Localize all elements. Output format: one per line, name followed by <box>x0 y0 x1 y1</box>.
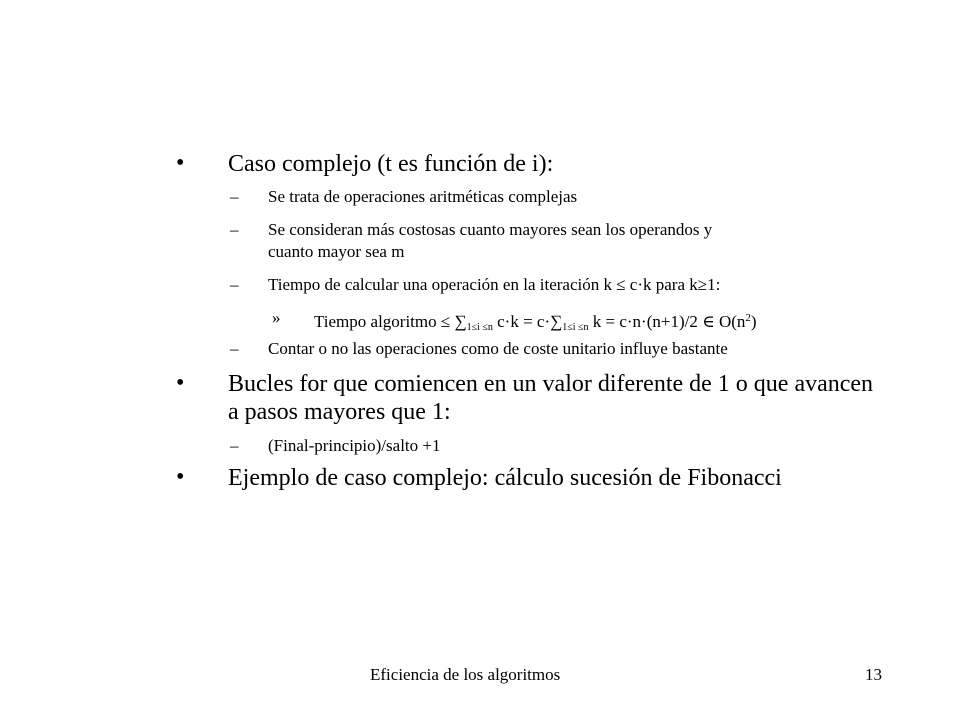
footer-title: Eficiencia de los algoritmos <box>370 665 561 684</box>
formula-prefix: Tiempo algoritmo ≤ <box>314 312 455 331</box>
formula-superscript: 2 <box>745 312 751 324</box>
bullet-text-caso-complejo: Caso complejo (t es función de i): <box>228 151 554 177</box>
subitem-costosas-line2: cuanto mayor sea m <box>268 242 405 261</box>
sigma-symbol: ∑ <box>454 312 467 331</box>
bullet-marker: • <box>176 150 185 176</box>
subitem-operaciones: Se trata de operaciones aritméticas complejas <box>268 187 578 206</box>
bullet-text-fibonacci: Ejemplo de caso complejo: cálculo sucesión de Fibonacci <box>228 465 782 491</box>
dash-marker: – <box>230 339 239 358</box>
subitem-contar-operaciones: Contar o no las operaciones como de coste unitario influye bastante <box>268 339 728 358</box>
sum-subscript: 1≤i ≤n <box>562 322 589 333</box>
subitem-costosas-line1: Se consideran más costosas cuanto mayores sean los operandos y <box>268 220 713 239</box>
formula-tiempo-algoritmo <box>314 307 757 339</box>
subitem-final-principio: (Final-principio)/salto +1 <box>268 436 441 455</box>
dash-marker: – <box>230 275 239 294</box>
bullet-marker: • <box>176 370 185 396</box>
dash-marker: – <box>230 436 239 455</box>
subitem-tiempo-operacion: Tiempo de calcular una operación en la iteración k ≤ c·k para k≥1: <box>268 275 721 294</box>
bullet-text-bucles-line2: a pasos mayores que 1: <box>228 399 451 425</box>
bullet-marker: • <box>176 464 185 490</box>
formula-mid1: c·k = c· <box>492 312 551 331</box>
sub-marker: » <box>272 308 281 327</box>
dash-marker: – <box>230 187 239 206</box>
page-number: 13 <box>865 665 882 684</box>
formula-end: ) <box>750 312 757 331</box>
formula-mid2: k = c·n·(n+1)/2 ∈ O(n <box>588 312 746 331</box>
sigma-symbol: ∑ <box>550 312 563 331</box>
sum-subscript: 1≤i ≤n <box>466 322 493 333</box>
bullet-text-bucles-line1: Bucles for que comiencen en un valor diferente de 1 o que avancen <box>228 371 874 397</box>
dash-marker: – <box>230 220 239 239</box>
